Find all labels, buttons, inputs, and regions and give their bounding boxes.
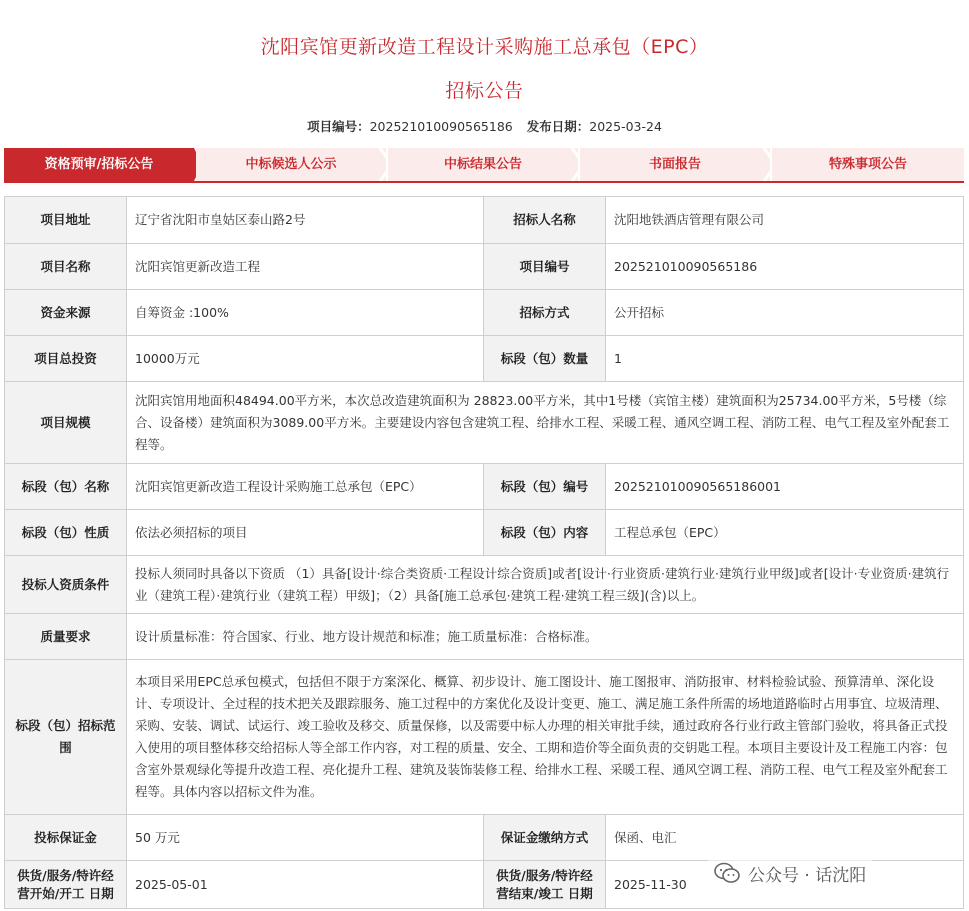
field-value: 工程总承包（EPC） bbox=[606, 510, 964, 556]
field-label: 标段（包）数量 bbox=[484, 336, 606, 382]
table-row bbox=[5, 244, 964, 290]
field-label: 投标保证金 bbox=[5, 815, 127, 861]
field-label: 项目规模 bbox=[5, 382, 127, 464]
field-label: 保证金缴纳方式 bbox=[484, 815, 606, 861]
meta-line bbox=[0, 117, 969, 135]
field-value: 50 万元 bbox=[127, 815, 484, 861]
tab-result-notice[interactable] bbox=[388, 148, 578, 181]
tab-bar bbox=[4, 148, 964, 183]
table-row bbox=[5, 614, 964, 660]
field-label: 项目名称 bbox=[5, 244, 127, 290]
field-value: 202521010090565186001 bbox=[606, 464, 964, 510]
field-value: 公开招标 bbox=[606, 290, 964, 336]
field-value: 保函、电汇 bbox=[606, 815, 964, 861]
field-value: 10000万元 bbox=[127, 336, 484, 382]
field-label: 项目总投资 bbox=[5, 336, 127, 382]
field-label: 供货/服务/特许经营结束/竣工 日期 bbox=[484, 861, 606, 909]
field-value: 辽宁省沈阳市皇姑区泰山路2号 bbox=[127, 197, 484, 244]
field-value: 202521010090565186 bbox=[606, 244, 964, 290]
field-label: 投标人资质条件 bbox=[5, 556, 127, 614]
field-label: 招标方式 bbox=[484, 290, 606, 336]
field-value: 2025-11-30 bbox=[606, 861, 964, 909]
wechat-icon bbox=[714, 862, 740, 884]
tab-label: 书面报告 bbox=[648, 157, 701, 172]
field-label: 招标人名称 bbox=[484, 197, 606, 244]
field-value: 1 bbox=[606, 336, 964, 382]
field-value: 2025-05-01 bbox=[127, 861, 484, 909]
tab-prequal-notice[interactable] bbox=[4, 148, 194, 181]
field-label: 标段（包）招标范围 bbox=[5, 660, 127, 815]
field-value: 投标人须同时具备以下资质 （1）具备[设计·综合类资质·工程设计综合资质]或者[设计·行业资质·建筑行业·建筑行业甲级]或者[设计·专业资质·建筑行业（建筑工程）·建筑行业（建筑工程）甲级]；（2）具备[施工总承包·建筑工程·建筑工程三级](含)以上。 bbox=[127, 556, 964, 614]
field-label: 标段（包）内容 bbox=[484, 510, 606, 556]
field-label: 标段（包）名称 bbox=[5, 464, 127, 510]
tab-written-report[interactable] bbox=[580, 148, 770, 181]
date-value: 2025-03-24 bbox=[589, 119, 662, 134]
field-label: 供货/服务/特许经营开始/开工 日期 bbox=[5, 861, 127, 909]
notice-info-table bbox=[4, 196, 964, 909]
tab-label: 中标结果公告 bbox=[443, 157, 522, 172]
page-title: 沈阳宾馆更新改造工程设计采购施工总承包（EPC） bbox=[260, 36, 709, 58]
field-label: 标段（包）编号 bbox=[484, 464, 606, 510]
field-label: 质量要求 bbox=[5, 614, 127, 660]
table-row bbox=[5, 197, 964, 244]
field-value: 沈阳宾馆更新改造工程设计采购施工总承包（EPC） bbox=[127, 464, 484, 510]
date-label: 发布日期： bbox=[526, 119, 590, 134]
field-value: 本项目采用EPC总承包模式，包括但不限于方案深化、概算、初步设计、施工图设计、施工图报审、消防报审、材料检验试验、预算清单、深化设计、专项设计、全过程的技术把关及跟踪服务、施工过程中的方案优化及设计变更、施工、满足施工条件所需的场地道路临时占用事宜、垃圾清理、采购、安装、调试、试运行、竣工验收及移交、质量保修，以及需要中标人办理的相关审批手续，通过政府各行业行政主管部门验收，将具备正式投入使用的项目整体移交给招标人等全部工作内容，对工程的质量、安全、工期和造价等全面负责的交钥匙工程。本项目主要设计及工程施工内容：包含室外景观绿化等提升改造工程、亮化提升工程、建筑及装饰装修工程、给排水工程、采暖工程、通风空调工程、消防工程、电气工程及室外配套工程等。具体内容以招标文件为准。 bbox=[127, 660, 964, 815]
table-row bbox=[5, 290, 964, 336]
field-label: 项目地址 bbox=[5, 197, 127, 244]
field-value: 设计质量标准：符合国家、行业、地方设计规范和标准；施工质量标准：合格标准。 bbox=[127, 614, 964, 660]
field-value: 沈阳宾馆更新改造工程 bbox=[127, 244, 484, 290]
tab-label: 特殊事项公告 bbox=[828, 157, 907, 172]
tab-label: 资格预审/招标公告 bbox=[44, 157, 154, 172]
watermark bbox=[708, 858, 872, 888]
field-label: 项目编号 bbox=[484, 244, 606, 290]
project-no-label: 项目编号： bbox=[307, 119, 370, 134]
table-row bbox=[5, 464, 964, 510]
field-label: 资金来源 bbox=[5, 290, 127, 336]
table-row bbox=[5, 336, 964, 382]
tab-special-notice[interactable] bbox=[772, 148, 964, 181]
watermark-text: 公众号 · 话沈阳 bbox=[748, 865, 867, 886]
table-row bbox=[5, 815, 964, 861]
field-value: 自筹资金 :100% bbox=[127, 290, 484, 336]
project-no-value: 202521010090565186 bbox=[369, 119, 513, 134]
page-subtitle: 招标公告 bbox=[445, 80, 524, 102]
table-row bbox=[5, 510, 964, 556]
tab-label: 中标候选人公示 bbox=[245, 157, 337, 172]
field-value: 沈阳宾馆用地面积48494.00平方米，本次总改造建筑面积为 28823.00平方米，其中1号楼（宾馆主楼）建筑面积为25734.00平方米，5号楼（综合、设备楼）建筑面积为3089.00平方米。主要建设内容包含建筑工程、给排水工程、采暖工程、通风空调工程、消防工程、电气工程及室外配套工程等。 bbox=[127, 382, 964, 464]
table-row bbox=[5, 660, 964, 815]
table-row bbox=[5, 556, 964, 614]
table-row bbox=[5, 382, 964, 464]
field-value: 依法必须招标的项目 bbox=[127, 510, 484, 556]
tab-candidate-notice[interactable] bbox=[196, 148, 386, 181]
field-label: 标段（包）性质 bbox=[5, 510, 127, 556]
field-value: 沈阳地铁酒店管理有限公司 bbox=[606, 197, 964, 244]
